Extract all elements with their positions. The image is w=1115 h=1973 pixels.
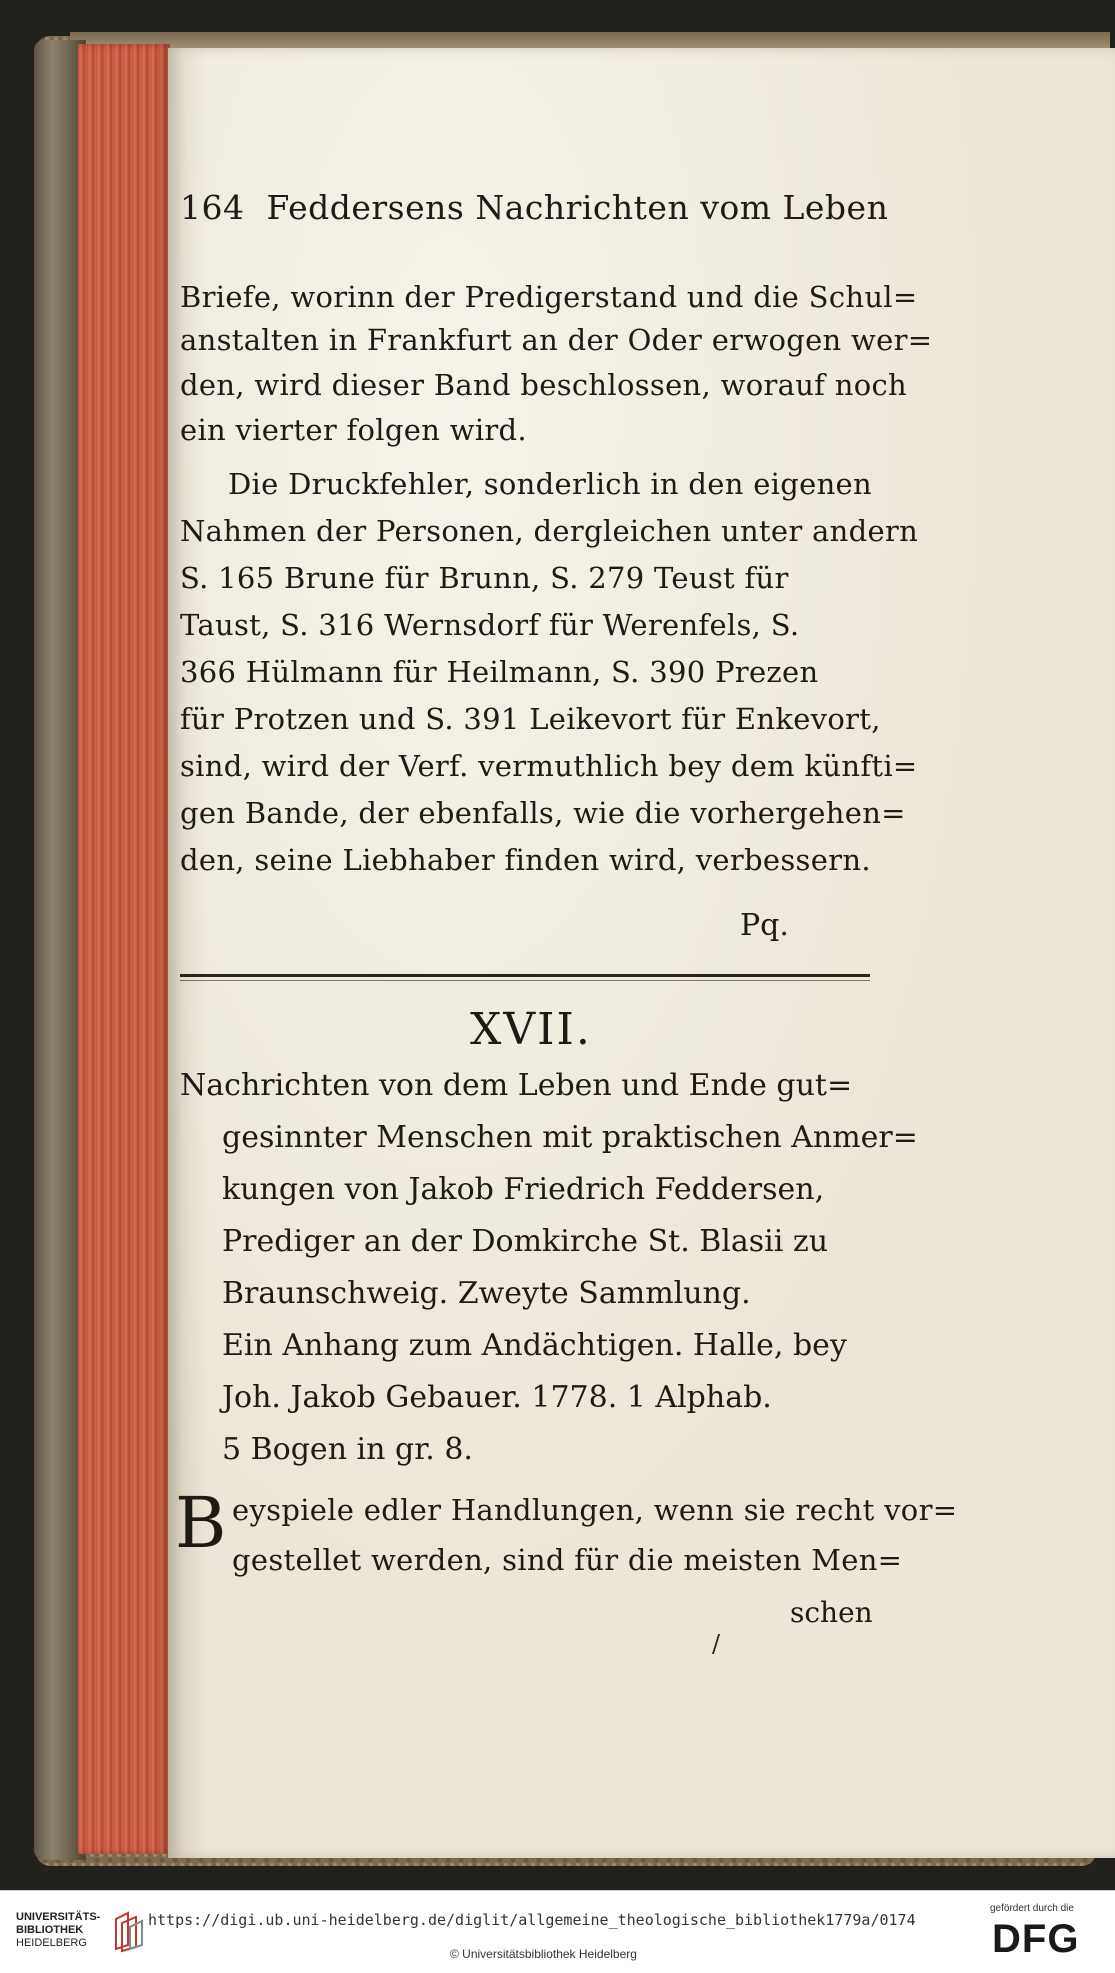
funding-label: gefördert durch die: [990, 1903, 1074, 1914]
entry-title-line: gesinnter Menschen mit praktischen Anmer=: [222, 1120, 918, 1155]
section-number: XVII.: [470, 1004, 592, 1055]
entry-title-line: Prediger an der Domkirche St. Blasii zu: [222, 1224, 829, 1259]
section-divider-thin: [180, 980, 870, 981]
paragraph2-line: S. 165 Brune für Brunn, S. 279 Teust für: [180, 561, 789, 595]
entry-title-line: Braunschweig. Zweyte Sammlung.: [222, 1276, 751, 1311]
paragraph2-line: für Protzen und S. 391 Leikevort für Enkevort,: [180, 702, 881, 736]
reviewer-signature: Pq.: [740, 908, 789, 943]
library-name-line2: BIBLIOTHEK: [16, 1924, 84, 1936]
entry-title-line: Joh. Jakob Gebauer. 1778. 1 Alphab.: [222, 1380, 772, 1415]
library-emblem-icon: [112, 1909, 146, 1953]
section-divider: [180, 974, 870, 977]
drop-capital: B: [175, 1482, 227, 1564]
running-header: [180, 188, 888, 227]
paragraph2-line: gen Bande, der ebenfalls, wie die vorhergehen=: [180, 796, 906, 830]
paragraph1-line: Briefe, worinn der Predigerstand und die Schul=: [180, 280, 918, 314]
paragraph2-line: Nahmen der Personen, dergleichen unter andern: [180, 514, 919, 548]
entry-title-line: 5 Bogen in gr. 8.: [222, 1432, 473, 1467]
entry-title-line: Nachrichten von dem Leben und Ende gut=: [180, 1068, 853, 1103]
paragraph2-line: sind, wird der Verf. vermuthlich bey dem künfti=: [180, 749, 918, 783]
library-logo-text: [16, 1911, 100, 1950]
paragraph2-line: den, seine Liebhaber finden wird, verbessern.: [180, 843, 871, 877]
dfg-logo: DFG: [992, 1917, 1080, 1961]
paragraph1-line: ein vierter folgen wird.: [180, 413, 527, 447]
paragraph2-line: Die Druckfehler, sonderlich in den eigenen: [228, 467, 873, 501]
entry-title-line: kungen von Jakob Friedrich Feddersen,: [222, 1172, 825, 1207]
book-page: [168, 48, 1115, 1858]
paragraph3-line: gestellet werden, sind für die meisten Men=: [232, 1543, 903, 1577]
library-name-line1: UNIVERSITÄTS-: [16, 1911, 101, 1923]
entry-title-line: Ein Anhang zum Andächtigen. Halle, bey: [222, 1328, 847, 1363]
paragraph1-line: anstalten in Frankfurt an der Oder erwogen wer=: [180, 323, 933, 357]
paragraph1-line: den, wird dieser Band beschlossen, worauf noch: [180, 368, 907, 402]
page-number: 164: [180, 188, 245, 227]
ink-mark: /: [712, 1630, 721, 1658]
red-page-edges: [78, 44, 170, 1854]
library-name-line3: HEIDELBERG: [16, 1937, 87, 1949]
paragraph3-line: eyspiele edler Handlungen, wenn sie recht vor=: [232, 1493, 958, 1527]
viewer-footer: [0, 1890, 1115, 1973]
permalink-url[interactable]: https://digi.ub.uni-heidelberg.de/diglit/allgemeine_theologische_bibliothek1779a/0174: [148, 1911, 916, 1929]
paragraph2-line: Taust, S. 316 Wernsdorf für Werenfels, S.: [180, 608, 800, 642]
copyright-notice: © Universitätsbibliothek Heidelberg: [450, 1947, 637, 1961]
catchword: schen: [790, 1596, 873, 1629]
running-head-title: Feddersens Nachrichten vom Leben: [266, 188, 889, 227]
paragraph2-line: 366 Hülmann für Heilmann, S. 390 Prezen: [180, 655, 819, 689]
